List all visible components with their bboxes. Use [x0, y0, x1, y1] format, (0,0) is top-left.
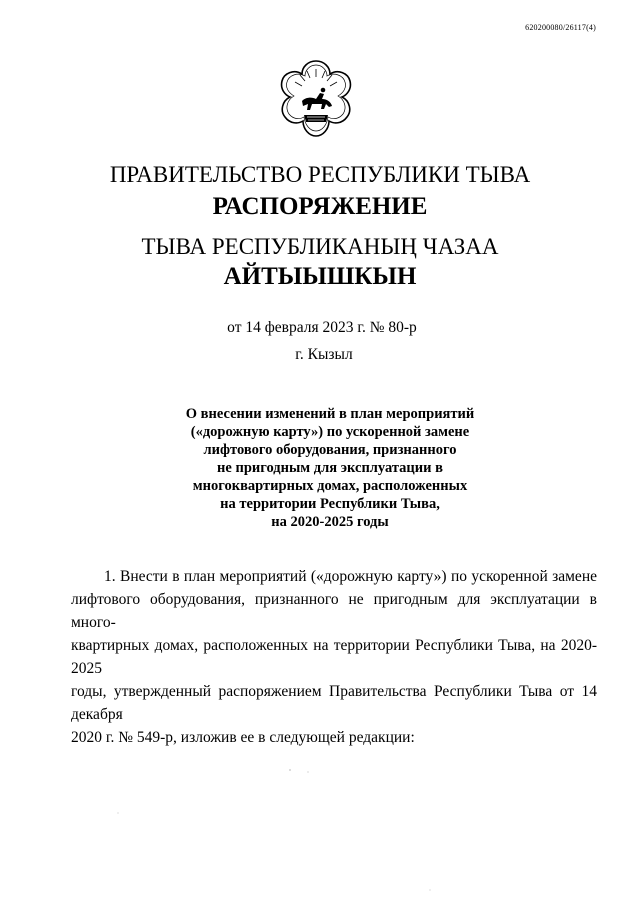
title-line: на 2020-2025 годы — [271, 514, 389, 530]
order-type-tyv: АЙТЫЫШКЫН — [223, 263, 417, 290]
title-line: («дорожную карту») по ускоренной замене — [190, 424, 470, 440]
order-type-ru: РАСПОРЯЖЕНИЕ — [212, 193, 428, 220]
title-line: многоквартирных домах, расположенных — [192, 478, 468, 494]
body-line: 1. Внести в план мероприятий («дорожную карту») по ускоренной замене — [104, 568, 597, 585]
government-title-tyv: ТЫВА РЕСПУБЛИКАНЫҢ ЧАЗАА — [141, 234, 499, 259]
body-paragraph — [71, 565, 597, 749]
order-city: г. Кызыл — [295, 346, 353, 363]
government-title-ru: ПРАВИТЕЛЬСТВО РЕСПУБЛИКИ ТЫВА — [109, 162, 531, 187]
body-line: годы, утвержденный распоряжением Правительства Республики Тыва от 14 декабря — [71, 683, 597, 723]
order-date-number: от 14 февраля 2023 г. № 80-р — [227, 319, 417, 336]
title-line: на территории Республики Тыва, — [220, 496, 440, 512]
order-title — [155, 405, 505, 531]
body-line: квартирных домах, расположенных на территории Республики Тыва, на 2020-2025 — [71, 637, 597, 677]
body-line: лифтового оборудования, признанного не пригодным для эксплуатации в много- — [71, 591, 597, 631]
body-line: 2020 г. № 549-р, изложив ее в следующей редакции: — [71, 729, 415, 746]
document-id: 620200080/26117(4) — [525, 23, 596, 32]
title-line: не пригодным для эксплуатации в — [217, 460, 443, 476]
title-line: О внесении изменений в план мероприятий — [185, 406, 475, 422]
title-line: лифтового оборудования, признанного — [203, 442, 457, 458]
tuva-coat-of-arms-icon — [272, 57, 360, 147]
